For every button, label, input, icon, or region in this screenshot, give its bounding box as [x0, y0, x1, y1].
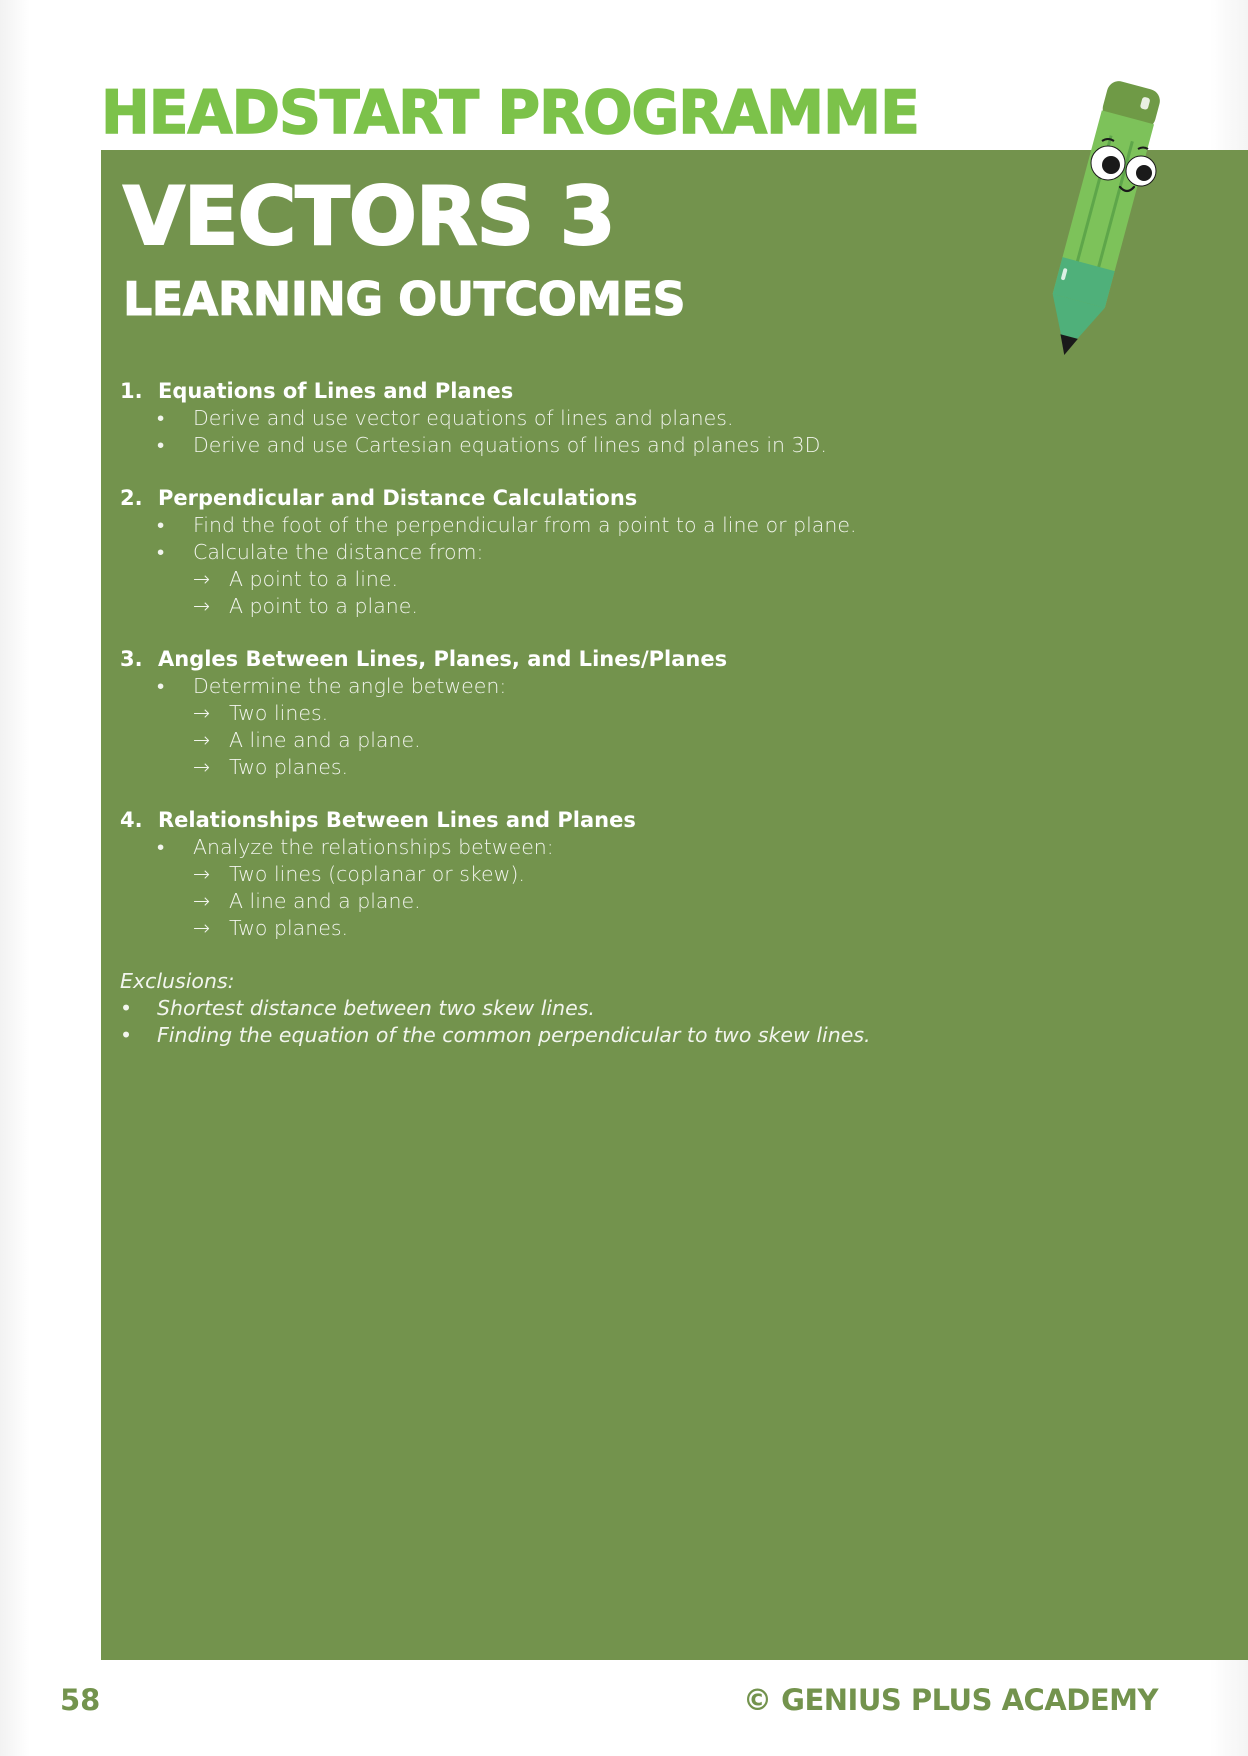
arrow-right-icon: →	[193, 755, 211, 779]
list-item: • Determine the angle between:	[157, 674, 507, 698]
bullet-icon: •	[120, 996, 133, 1020]
bullet-icon: •	[157, 406, 165, 430]
arrow-right-icon: →	[193, 701, 211, 725]
section-heading: Angles Between Lines, Planes, and Lines/Planes	[158, 647, 728, 671]
sub-item: → A point to a plane.	[193, 594, 418, 618]
outcome-section	[120, 646, 1020, 781]
list-item: • Derive and use Cartesian equations of lines and planes in 3D.	[157, 433, 827, 457]
pencil-mascot-icon	[1020, 75, 1175, 375]
brand-title: HEADSTART PROGRAMME	[101, 78, 919, 148]
bullet-icon: •	[157, 540, 165, 564]
arrow-right-icon: →	[193, 728, 211, 752]
sub-item: → Two planes.	[193, 916, 349, 940]
page-subtitle: LEARNING OUTCOMES	[123, 272, 686, 326]
page-number: 58	[60, 1683, 101, 1717]
list-item: • Analyze the relationships between:	[157, 835, 554, 859]
section-number: 1.	[120, 379, 143, 403]
sub-item: → Two planes.	[193, 755, 349, 779]
learning-outcomes	[120, 378, 1020, 1049]
sub-item: → A line and a plane.	[193, 889, 421, 913]
list-item: • Shortest distance between two skew lines.	[120, 996, 595, 1020]
sub-item: → Two lines.	[193, 701, 329, 725]
outcome-section	[120, 485, 1020, 620]
outcome-section	[120, 378, 1020, 459]
sub-item: → A point to a line.	[193, 567, 399, 591]
arrow-right-icon: →	[193, 594, 211, 618]
section-heading: Equations of Lines and Planes	[158, 379, 514, 403]
list-item: • Derive and use vector equations of lines and planes.	[157, 406, 734, 430]
list-item: • Finding the equation of the common perpendicular to two skew lines.	[120, 1023, 871, 1047]
list-item: • Find the foot of the perpendicular from a point to a line or plane.	[157, 513, 857, 537]
arrow-right-icon: →	[193, 567, 211, 591]
copyright-notice: © GENIUS PLUS ACADEMY	[743, 1683, 1158, 1717]
page-title: VECTORS 3	[123, 170, 615, 263]
outcome-section	[120, 807, 1020, 942]
arrow-right-icon: →	[193, 862, 211, 886]
section-heading: Relationships Between Lines and Planes	[158, 808, 636, 832]
bullet-icon: •	[157, 433, 165, 457]
bullet-icon: •	[157, 835, 165, 859]
sub-item: → Two lines (coplanar or skew).	[193, 862, 525, 886]
exclusions-label: Exclusions:	[120, 969, 235, 993]
section-number: 4.	[120, 808, 143, 832]
exclusions	[120, 968, 1020, 1049]
list-item: • Calculate the distance from:	[157, 540, 484, 564]
arrow-right-icon: →	[193, 916, 211, 940]
arrow-right-icon: →	[193, 889, 211, 913]
bullet-icon: •	[120, 1023, 133, 1047]
sub-item: → A line and a plane.	[193, 728, 421, 752]
bullet-icon: •	[157, 674, 165, 698]
bullet-icon: •	[157, 513, 165, 537]
section-heading: Perpendicular and Distance Calculations	[158, 486, 638, 510]
section-number: 3.	[120, 647, 143, 671]
section-number: 2.	[120, 486, 143, 510]
